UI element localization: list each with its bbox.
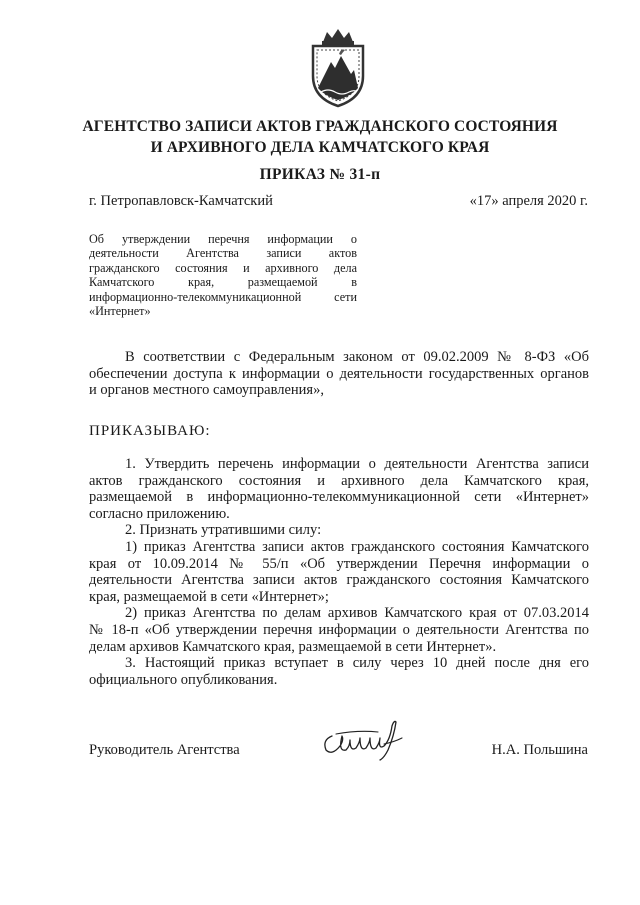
agency-name-line-1: АГЕНТСТВО ЗАПИСИ АКТОВ ГРАЖДАНСКОГО СОСТОЯНИЯ <box>82 118 558 135</box>
item-1-line: 1. Утвердить перечень информации о деятельности Агентства записи <box>125 456 589 472</box>
preamble-line: и органов местного самоуправления», <box>89 382 324 399</box>
item-2-2-line: № 18-п «Об утверждении перечня информации о деятельности Агентства по <box>89 621 589 638</box>
item-2-2-line: делам архивов Камчатского края, размещаемой в сети Интернет». <box>89 638 497 655</box>
item-3-line: официального опубликования. <box>89 671 278 688</box>
item-1-line: размещаемой в информационно-телекоммуникационной сети «Интернет» <box>89 489 589 506</box>
subject-line: Об утверждении перечня информации о <box>89 232 357 246</box>
item-1-line: согласно приложению. <box>89 505 230 522</box>
item-2-1-line: края от 10.09.2014 № 55/п «Об утверждении Перечня информации о <box>89 555 589 572</box>
prikazyvayu-heading: ПРИКАЗЫВАЮ: <box>89 423 211 439</box>
item-2-1-line: 1) приказ Агентства записи актов гражданского состояния Камчатского <box>125 538 589 555</box>
signatory-name: Н.А. Польшина <box>491 742 588 758</box>
item-2-2-line: 2) приказ Агентства по делам архивов Камчатского края от 07.03.2014 <box>125 605 589 622</box>
signatory-role: Руководитель Агентства <box>89 742 240 758</box>
item-2-line: 2. Признать утратившими силу: <box>125 522 322 539</box>
preamble-line: обеспечении доступа к информации о деятельности государственных органов <box>89 365 589 382</box>
agency-name-line-2: И АРХИВНОГО ДЕЛА КАМЧАТСКОГО КРАЯ <box>150 139 490 156</box>
agency-name <box>60 116 580 158</box>
item-2-1-line: деятельности Агентства записи актов гражданского состояния Камчатского <box>89 572 589 589</box>
order-items <box>89 456 589 688</box>
item-1-line: актов гражданского состояния и архивного дела Камчатского края, <box>89 472 589 489</box>
signature-image <box>318 716 406 762</box>
subject-line: деятельности Агентства записи актов <box>89 246 357 261</box>
subject-line: гражданского состояния и архивного дела <box>89 260 357 275</box>
item-2-1-line: края, размещаемой в сети «Интернет»; <box>89 588 329 605</box>
order-date: «17» апреля 2020 г. <box>469 193 588 209</box>
order-title: ПРИКАЗ № 31-п <box>259 166 381 183</box>
order-subject <box>89 232 357 318</box>
item-3-line: 3. Настоящий приказ вступает в силу через 10 дней после дня его <box>125 655 589 672</box>
preamble <box>89 349 589 399</box>
subject-line: «Интернет» <box>89 304 151 319</box>
subject-line: информационно-телекоммуникационной сети <box>89 289 357 304</box>
preamble-line: В соответствии с Федеральным законом от 09.02.2009 № 8-ФЗ «Об <box>125 349 589 365</box>
coat-of-arms-icon <box>301 26 375 108</box>
city: г. Петропавловск-Камчатский <box>89 193 273 209</box>
subject-line: Камчатского края, размещаемой в <box>89 275 357 290</box>
